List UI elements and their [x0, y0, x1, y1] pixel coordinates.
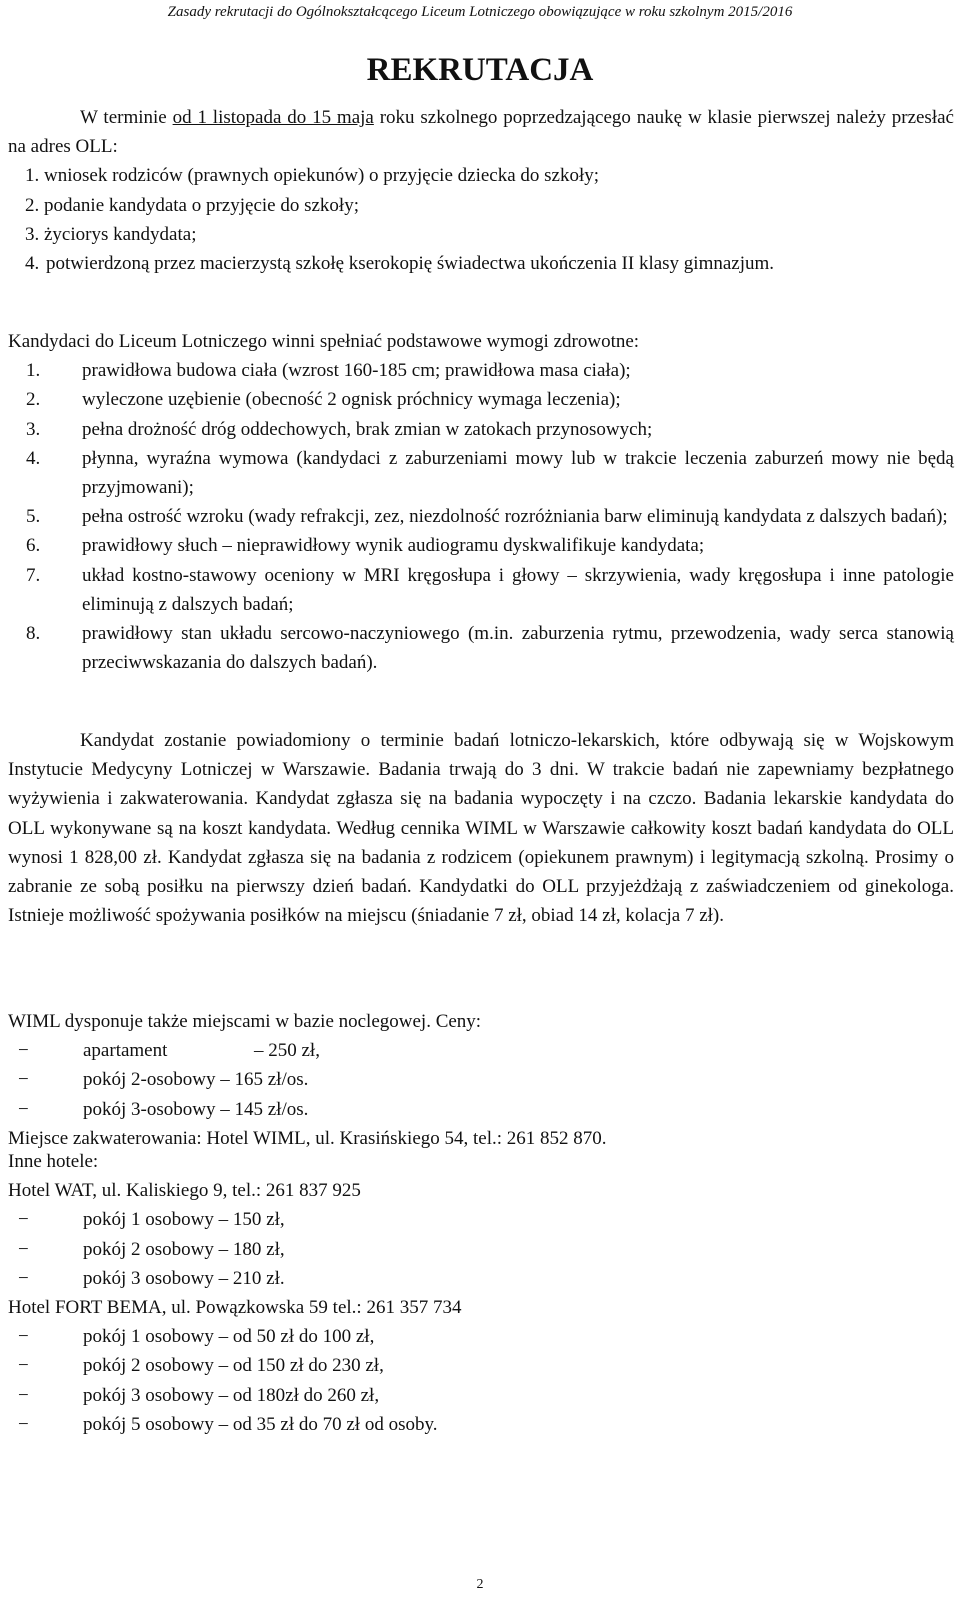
list-item: − pokój 3-osobowy – 145 zł/os.	[18, 1098, 309, 1120]
list-item: − apartament – 250 zł,	[18, 1040, 320, 1062]
documents-list	[8, 161, 954, 278]
list-item: 6. prawidłowy słuch – nieprawidłowy wynik audiogramu dyskwalifikuje kandydata;	[26, 535, 705, 557]
list-item: 4. płynna, wyraźna wymowa (kandydaci z zaburzeniami mowy lub w trakcie leczenia zaburzeń mowy nie będą przyjmowani);	[26, 447, 954, 499]
wiml-section	[8, 1007, 954, 1153]
list-item: − pokój 1 osobowy – od 50 zł do 100 zł,	[18, 1326, 375, 1348]
health-intro: Kandydaci do Liceum Lotniczego winni spełniać podstawowe wymogi zdrowotne:	[8, 331, 640, 352]
intro-text-end: roku szkolnego poprzedzającego naukę w klasie pierwszej należy przesłać na adres OLL:	[8, 107, 954, 158]
list-item: − pokój 3 osobowy – od 180zł do 260 zł,	[18, 1384, 380, 1406]
hotel-fort-name: Hotel FORT BEMA, ul. Powązkowska 59 tel.: 261 357 734	[8, 1297, 462, 1319]
other-hotels-section	[8, 1147, 954, 1439]
hotel-wat-name: Hotel WAT, ul. Kaliskiego 9, tel.: 261 837 925	[8, 1180, 361, 1202]
wiml-intro: WIML dysponuje także miejscami w bazie noclegowej. Ceny:	[8, 1011, 482, 1032]
page-number: 2	[476, 1577, 484, 1592]
list-item: 2. podanie kandydata o przyjęcie do szkoły;	[25, 194, 359, 216]
health-requirements-list	[8, 356, 954, 677]
list-item: 7. układ kostno-stawowy oceniony w MRI kręgosłupa i głowy – skrzywienia, wady kręgosłupa i inne patologie eliminują z dalszych badań;	[26, 564, 954, 615]
list-item: − pokój 2 osobowy – od 150 zł do 230 zł,	[18, 1355, 384, 1377]
list-item: 2. wyleczone uzębienie (obecność 2 ognisk próchnicy wymaga leczenia);	[26, 389, 621, 411]
exam-paragraph: Kandydat zostanie powiadomiony o terminie badań lotniczo-lekarskich, które odbywają się w Wojskowym Instytucie Medycyny Lotniczej w Warszawie. Badania trwają do 3 dni. W trakcie badań nie zapewniamy bezpłatnego wyżywienia i zakwaterowania. Kandydat zgłasza się na badania wypoczęty i na czczo. Badania lekarskie kandydata do OLL wykonywane są na koszt kandydata. Według cennika WIML w Warszawie całkowity koszt badań kandydata do OLL wynosi 1 828,00 zł. Kandydat zgłasza się na badania z rodzicem (opiekunem prawnym) i legitymacją szkolną. Prosimy o zabranie ze sobą posiłku na pierwszy dzień badań. Kandydatki do OLL przyjeżdżają z zaświadczeniem od ginekologa. Istnieje możliwość spożywania posiłków na miejscu (śniadanie 7 zł, obiad 14 zł, kolacja 7 zł).	[8, 730, 954, 927]
list-item: − pokój 5 osobowy – od 35 zł do 70 zł od osoby.	[18, 1413, 438, 1435]
intro-section	[8, 103, 954, 278]
list-item: 8. prawidłowy stan układu sercowo-naczyniowego (m.in. zaburzenia rytmu, przewodzenia, wady serca stanowią przeciwwskazania do dalszych badań).	[26, 623, 954, 674]
intro-paragraph	[8, 103, 954, 161]
hotel-fort-rooms	[8, 1322, 954, 1439]
list-item: 3. pełna drożność dróg oddechowych, brak zmian w zatokach przynosowych;	[26, 418, 653, 440]
list-item: − pokój 1 osobowy – 150 zł,	[18, 1209, 285, 1231]
list-item: − pokój 3 osobowy – 210 zł.	[18, 1267, 285, 1289]
health-section	[8, 327, 954, 677]
page-header: Zasady rekrutacji do Ogólnokształcącego Liceum Lotniczego obowiązujące w roku szkolnym 2015/2016	[167, 4, 793, 20]
other-hotels-label: Inne hotele:	[8, 1151, 99, 1172]
list-item: 1. prawidłowa budowa ciała (wzrost 160-185 cm; prawidłowa masa ciała);	[26, 360, 631, 382]
hotel-wat-rooms	[8, 1205, 954, 1293]
list-item: − pokój 2 osobowy – 180 zł,	[18, 1238, 285, 1260]
list-item: 3. życiorys kandydata;	[25, 223, 197, 245]
page-title: REKRUTACJA	[366, 52, 594, 88]
intro-text-start: W terminie	[80, 107, 173, 128]
list-item: − pokój 2-osobowy – 165 zł/os.	[18, 1069, 309, 1091]
list-item: 1. wniosek rodziców (prawnych opiekunów) o przyjęcie dziecka do szkoły;	[25, 165, 600, 187]
wiml-location: Miejsce zakwaterowania: Hotel WIML, ul. Krasińskiego 54, tel.: 261 852 870.	[8, 1127, 607, 1149]
wiml-price-list	[8, 1036, 954, 1124]
list-item: 5. pełna ostrość wzroku (wady refrakcji, zez, niezdolność rozróżniania barw eliminują kandydata z dalszych badań);	[26, 506, 948, 528]
recruitment-period: od 1 listopada do 15 maja	[172, 107, 374, 128]
list-item: 4. potwierdzoną przez macierzystą szkołę kserokopię świadectwa ukończenia II klasy gimnazjum.	[25, 253, 775, 275]
